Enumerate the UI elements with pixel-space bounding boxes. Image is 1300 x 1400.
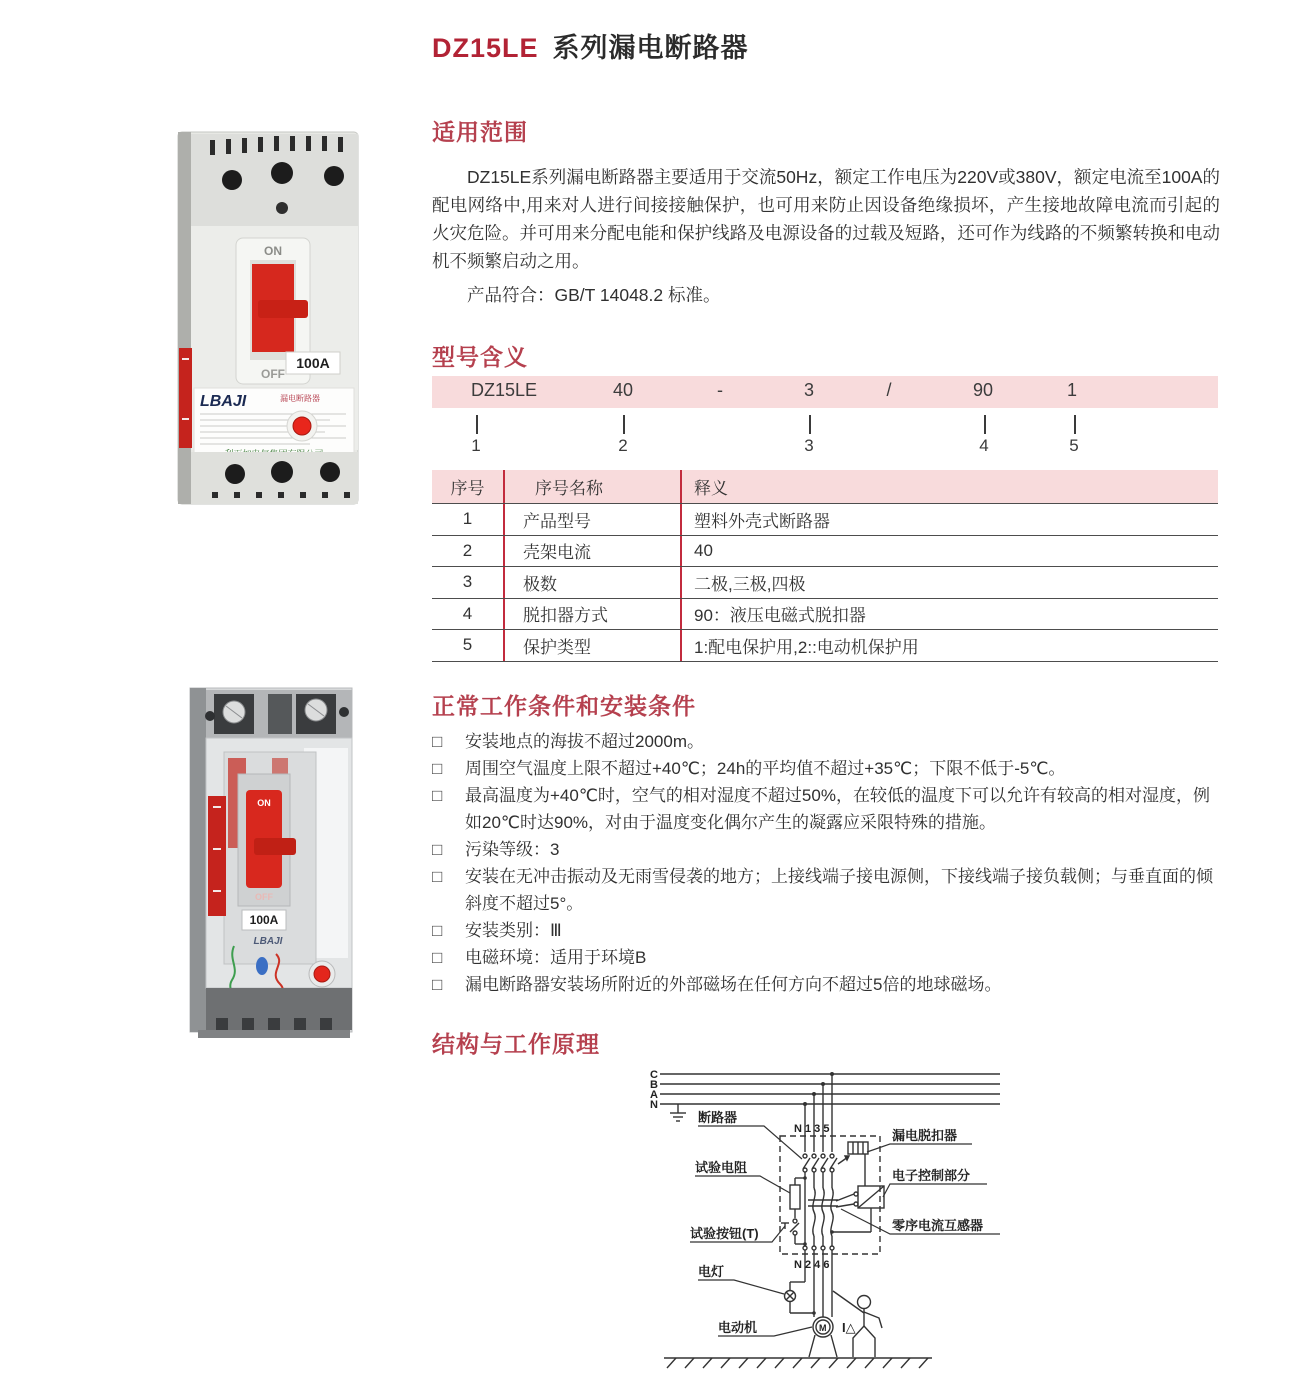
tbreaker-side-shade xyxy=(190,688,206,1032)
conditions-list xyxy=(432,728,1222,998)
section-heading-principle: 结构与工作原理 xyxy=(432,1031,600,1057)
ground-hatch xyxy=(664,1358,932,1368)
indicator-bar xyxy=(1074,415,1076,434)
brand-logo: LBAJI xyxy=(200,393,247,410)
t-brand-logo: LBAJI xyxy=(253,936,283,947)
code-part-poles: 3 xyxy=(803,380,815,400)
checkbox-icon: □ xyxy=(432,786,443,805)
wiring-diagram xyxy=(642,1060,1062,1397)
cell-seq: 4 xyxy=(462,603,473,623)
model-meaning-table xyxy=(432,470,1218,662)
breaker-photo-svg xyxy=(160,118,365,510)
scope-paragraph: DZ15LE系列漏电断路器主要适用于交流50Hz，额定工作电压为220V或380V，额定电流至100A的配电网络中,用来对人进行间接接触保护，也可用来防止因设备绝缘损坏，产生接地故障电流而引起的火灾危险。并可用来分配电能和保护线路及电源设备的过载及短路，还可作为线路的不频繁转换和电动机不频繁启动之用。 xyxy=(432,167,1220,271)
bottom-pole-terminals xyxy=(803,1246,834,1250)
table-row xyxy=(432,504,1218,536)
pole-contacts xyxy=(803,1154,849,1172)
cell-name: 产品型号 xyxy=(503,504,680,535)
condition-item xyxy=(432,782,1222,836)
page-title-series: 系列漏电断路器 xyxy=(552,33,749,63)
product-photo-transparent-breaker xyxy=(176,678,366,1045)
condition-text: 安装地点的海拔不超过2000m。 xyxy=(465,732,704,751)
code-part-release: 90 xyxy=(972,380,994,400)
table-header-row xyxy=(432,470,1218,504)
indicator-bar xyxy=(984,415,986,434)
indicator-bar xyxy=(623,415,625,434)
cell-seq: 2 xyxy=(462,540,473,560)
ground-icon xyxy=(670,1104,686,1121)
code-part-model: DZ15LE xyxy=(470,380,538,400)
condition-item xyxy=(432,863,1222,917)
condition-item xyxy=(432,944,1222,971)
lamp-symbol xyxy=(785,1291,815,1314)
bottom-terminal-labels: N 2 4 6 xyxy=(794,1259,830,1271)
checkbox-icon: □ xyxy=(432,759,443,778)
motor-m-symbol: M xyxy=(819,1323,827,1333)
person-figure xyxy=(833,1291,882,1357)
label-breaker: 断路器 xyxy=(698,1110,738,1125)
checkbox-icon: □ xyxy=(432,921,443,940)
bus-label-c: C xyxy=(650,1069,658,1081)
bus-label-a: A xyxy=(650,1089,658,1101)
indicator-number: 1 xyxy=(471,436,481,455)
cell-desc: 1:配电保护用,2::电动机保护用 xyxy=(680,630,1218,661)
tbreaker-bottom-terminals xyxy=(198,988,352,1038)
section-heading-model-meaning: 型号含义 xyxy=(432,344,528,370)
cell-name: 脱扣器方式 xyxy=(503,599,680,630)
toggle-on-label: ON xyxy=(264,244,282,258)
label-transformer: 零序电流互感器 xyxy=(892,1218,984,1233)
code-part-slash: / xyxy=(886,380,892,400)
section-heading-conditions: 正常工作条件和安装条件 xyxy=(432,693,696,719)
bus-label-b: B xyxy=(650,1079,658,1091)
cell-seq: 3 xyxy=(462,572,473,592)
table-row xyxy=(432,567,1218,599)
indicator-number: 2 xyxy=(618,436,628,455)
table-header-name: 序号名称 xyxy=(503,470,680,503)
cell-desc: 塑料外壳式断路器 xyxy=(680,504,1218,535)
cell-desc: 二极,三极,四极 xyxy=(680,567,1218,598)
table-header-seq: 序号 xyxy=(450,479,485,498)
condition-item xyxy=(432,728,1222,755)
t-rating-label: 100A xyxy=(249,913,279,927)
indicator-number: 3 xyxy=(804,436,814,455)
code-part-protect: 1 xyxy=(1066,380,1078,400)
indicator-bar xyxy=(476,415,478,434)
tbreaker-top-terminals xyxy=(205,690,352,738)
indicator-number: 4 xyxy=(979,436,989,455)
condition-text: 污染等级：3 xyxy=(465,840,560,859)
code-part-frame: 40 xyxy=(612,380,634,400)
trip-coil xyxy=(848,1142,868,1186)
checkbox-icon: □ xyxy=(432,975,443,994)
cell-desc: 90：液压电磁式脱扣器 xyxy=(680,599,1218,630)
label-test-button: 试验按钮(T) xyxy=(690,1226,759,1241)
rating-label: 100A xyxy=(296,355,330,371)
zero-sequence-transformer xyxy=(808,1188,858,1236)
breaker-bottom-terminals xyxy=(191,452,358,504)
condition-item xyxy=(432,836,1222,863)
checkbox-icon: □ xyxy=(432,867,443,886)
electronic-control-box xyxy=(832,1186,884,1232)
tbreaker-side-red-label xyxy=(208,796,226,916)
indicator-bar xyxy=(809,415,811,434)
condition-item xyxy=(432,971,1222,998)
breaker-test-button xyxy=(287,411,317,441)
condition-text: 漏电断路器安装场所附近的外部磁场在任何方向不超过5倍的地球磁场。 xyxy=(465,975,1002,994)
code-part-dash: - xyxy=(717,380,723,400)
table-header-desc: 释义 xyxy=(680,470,1218,503)
indicator-number: 5 xyxy=(1069,436,1079,455)
cell-desc: 40 xyxy=(680,536,1218,567)
transparent-photo-svg xyxy=(176,678,366,1040)
page-title-model: DZ15LE xyxy=(432,33,539,63)
junction-dots xyxy=(803,1072,834,1315)
product-photo-breaker xyxy=(160,118,365,515)
leakage-current-symbol: I△ xyxy=(842,1320,856,1335)
cell-seq: 5 xyxy=(462,635,473,655)
t-toggle-off-label: OFF xyxy=(255,892,273,902)
condition-text: 安装类别：Ⅲ xyxy=(465,921,562,940)
condition-text: 电磁环境：适用于环境B xyxy=(465,948,647,967)
checkbox-icon: □ xyxy=(432,840,443,859)
label-motor: 电动机 xyxy=(718,1320,758,1335)
scope-standard-line: 产品符合：GB/T 14048.2 标准。 xyxy=(467,285,721,305)
test-resistor-symbol xyxy=(790,1178,805,1218)
condition-text: 安装在无冲击振动及无雨雪侵袭的地方；上接线端子接电源侧，下接线端子接负载侧；与垂直面的倾斜度不超过5°。 xyxy=(465,867,1213,913)
bus-label-n: N xyxy=(650,1099,658,1111)
breaker-top-terminals xyxy=(191,134,358,226)
wiring-diagram-svg xyxy=(642,1060,1062,1392)
cell-name: 保护类型 xyxy=(503,630,680,661)
table-row xyxy=(432,599,1218,631)
tbreaker-test-button xyxy=(309,961,335,987)
condition-text: 最高温度为+40℃时，空气的相对湿度不超过50%，在较低的温度下可以允许有较高的相对湿度，例如20℃时达90%，对由于温度变化偶尔产生的凝露应采限特殊的措施。 xyxy=(465,786,1210,832)
page-title xyxy=(432,26,749,65)
label-test-resistor: 试验电阻 xyxy=(695,1160,748,1175)
cell-name: 壳架电流 xyxy=(503,536,680,567)
label-trip: 漏电脱扣器 xyxy=(892,1128,958,1143)
test-button-symbol xyxy=(781,1219,805,1244)
condition-item xyxy=(432,917,1222,944)
checkbox-icon: □ xyxy=(432,948,443,967)
cell-seq: 1 xyxy=(462,509,473,529)
top-terminal-labels: N 1 3 5 xyxy=(794,1123,830,1135)
cell-name: 极数 xyxy=(503,567,680,598)
label-lamp: 电灯 xyxy=(698,1264,725,1279)
table-row xyxy=(432,536,1218,568)
label-control: 电子控制部分 xyxy=(892,1168,971,1183)
t-toggle-on-label: ON xyxy=(257,798,271,808)
breaker-side-red-label xyxy=(179,348,192,448)
condition-item xyxy=(432,755,1222,782)
checkbox-icon: □ xyxy=(432,732,443,751)
breaker-side-shade xyxy=(178,132,191,504)
toggle-off-label: OFF xyxy=(261,367,285,381)
breaker-spec-label xyxy=(194,388,354,462)
section-heading-scope: 适用范围 xyxy=(432,119,528,145)
model-code-banner xyxy=(432,376,1218,408)
label-title: 漏电断路器 xyxy=(280,394,320,403)
table-row xyxy=(432,630,1218,662)
code-indicators xyxy=(432,415,1218,463)
condition-text: 周围空气温度上限不超过+40℃；24h的平均值不超过+35℃；下限不低于-5℃。 xyxy=(465,759,1066,778)
